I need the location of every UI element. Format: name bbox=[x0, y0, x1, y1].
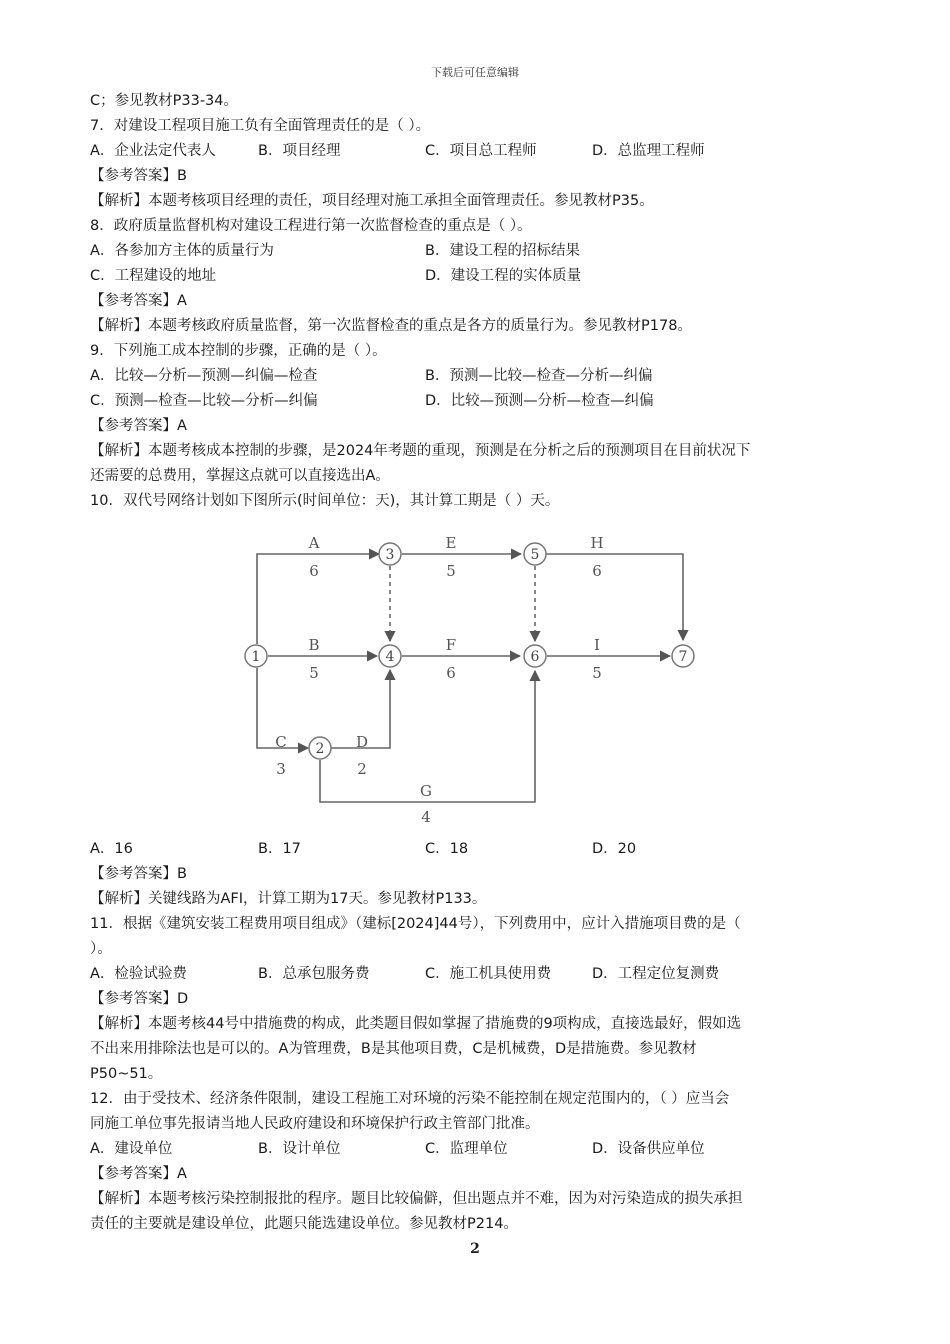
activity-e-duration: 5 bbox=[446, 562, 456, 580]
q11-option-a: A．检验试验费 bbox=[90, 966, 187, 982]
q11-option-b: B．总承包服务费 bbox=[258, 966, 370, 982]
q7-option-b: B．项目经理 bbox=[258, 143, 341, 159]
activity-h-duration: 6 bbox=[592, 562, 602, 580]
q7-option-d: D．总监理工程师 bbox=[592, 143, 705, 159]
answer-12: 【参考答案】A bbox=[90, 1166, 187, 1182]
q10-option-c: C．18 bbox=[425, 841, 469, 857]
activity-g-name: G bbox=[420, 782, 432, 800]
q12-option-c: C．监理单位 bbox=[425, 1141, 508, 1157]
node-6-label: 6 bbox=[530, 649, 540, 665]
activity-i-duration: 5 bbox=[592, 664, 602, 682]
activity-h-name: H bbox=[590, 534, 604, 552]
node-4-label: 4 bbox=[385, 649, 395, 665]
question-11-line1: 11．根据《建筑安装工程费用项目组成》（建标[2024]44号），下列费用中，应计入措施项目费的是（ bbox=[90, 916, 741, 932]
q10-option-b: B．17 bbox=[258, 841, 301, 857]
activity-b-name: B bbox=[308, 636, 320, 654]
question-12-line2: 同施工单位事先报请当地人民政府建设和环境保护行政主管部门批准。 bbox=[90, 1116, 540, 1132]
answer-9: 【参考答案】A bbox=[90, 418, 187, 434]
question-8: 8．政府质量监督机构对建设工程进行第一次监督检查的重点是（ ）。 bbox=[90, 218, 532, 234]
q12-option-a: A．建设单位 bbox=[90, 1141, 173, 1157]
activity-c-name: C bbox=[275, 733, 287, 751]
q8-option-a: A．各参加方主体的质量行为 bbox=[90, 243, 274, 259]
analysis-8: 【解析】本题考核政府质量监督，第一次监督检查的重点是各方的质量行为。参见教材P178。 bbox=[90, 318, 692, 334]
q9-option-a: A．比较—分析—预测—纠偏—检查 bbox=[90, 368, 318, 384]
analysis-12-line2: 责任的主要就是建设单位，此题只能选建设单位。参见教材P214。 bbox=[90, 1216, 518, 1232]
question-10: 10．双代号网络计划如下图所示(时间单位：天)，其计算工期是（ ）天。 bbox=[90, 493, 560, 509]
activity-d-name: D bbox=[355, 733, 369, 751]
activity-g-duration: 4 bbox=[421, 808, 431, 826]
analysis-9-line2: 还需要的总费用，掌握这点就可以直接选出A。 bbox=[90, 468, 390, 484]
activity-i-name: I bbox=[594, 636, 600, 654]
node-5-label: 5 bbox=[530, 547, 540, 563]
page-number: 2 bbox=[470, 1241, 480, 1257]
q12-option-b: B．设计单位 bbox=[258, 1141, 341, 1157]
question-12-line1: 12．由于受技术、经济条件限制，建设工程施工对环境的污染不能控制在规定范围内的，（ ）应当会 bbox=[90, 1091, 730, 1107]
q9-option-d: D．比较—预测—分析—检查—纠偏 bbox=[425, 393, 654, 409]
analysis-11-line2: 不出来用排除法也是可以的。A为管理费，B是其他项目费，C是机械费，D是措施费。参见教材 bbox=[90, 1041, 697, 1057]
q8-option-c: C．工程建设的地址 bbox=[90, 268, 217, 284]
network-diagram bbox=[230, 525, 710, 830]
node-1-label: 1 bbox=[251, 649, 261, 665]
q12-option-d: D．设备供应单位 bbox=[592, 1141, 705, 1157]
activity-d-duration: 2 bbox=[357, 760, 367, 778]
arrow-h bbox=[546, 554, 683, 640]
analysis-12-line1: 【解析】本题考核污染控制报批的程序。题目比较偏僻，但出题点并不难，因为对污染造成的损失承担 bbox=[90, 1191, 743, 1207]
q10-option-a: A．16 bbox=[90, 841, 133, 857]
activity-f-name: F bbox=[445, 636, 457, 654]
q7-option-a: A．企业法定代表人 bbox=[90, 143, 216, 159]
q8-option-b: B．建设工程的招标结果 bbox=[425, 243, 580, 259]
text-line: C；参见教材P33-34。 bbox=[90, 93, 239, 109]
node-2-label: 2 bbox=[315, 741, 325, 757]
activity-f-duration: 6 bbox=[446, 664, 456, 682]
activity-a-name: A bbox=[308, 534, 320, 552]
q11-option-c: C．施工机具使用费 bbox=[425, 966, 552, 982]
activity-c-duration: 3 bbox=[276, 760, 286, 778]
question-7: 7．对建设工程项目施工负有全面管理责任的是（ ）。 bbox=[90, 118, 431, 134]
q7-option-c: C．项目总工程师 bbox=[425, 143, 537, 159]
analysis-11-line3: P50~51。 bbox=[90, 1066, 163, 1082]
analysis-9-line1: 【解析】本题考核成本控制的步骤，是2024年考题的重现，预测是在分析之后的预测项目在目前状况下 bbox=[90, 443, 751, 459]
q9-option-c: C．预测—检查—比较—分析—纠偏 bbox=[90, 393, 318, 409]
node-3-label: 3 bbox=[385, 547, 395, 563]
q9-option-b: B．预测—比较—检查—分析—纠偏 bbox=[425, 368, 653, 384]
activity-b-duration: 5 bbox=[309, 664, 319, 682]
q8-option-d: D．建设工程的实体质量 bbox=[425, 268, 582, 284]
question-9: 9．下列施工成本控制的步骤，正确的是（ ）。 bbox=[90, 343, 387, 359]
page-header: 下载后可任意编辑 bbox=[431, 66, 519, 79]
q11-option-d: D．工程定位复测费 bbox=[592, 966, 720, 982]
question-11-line2: ）。 bbox=[90, 941, 112, 957]
q10-option-d: D．20 bbox=[592, 841, 637, 857]
analysis-7: 【解析】本题考核项目经理的责任，项目经理对施工承担全面管理责任。参见教材P35。 bbox=[90, 193, 654, 209]
answer-11: 【参考答案】D bbox=[90, 991, 189, 1007]
node-7-label: 7 bbox=[678, 649, 688, 665]
activity-e-name: E bbox=[445, 534, 457, 552]
activity-a-duration: 6 bbox=[309, 562, 319, 580]
analysis-11-line1: 【解析】本题考核44号中措施费的构成，此类题目假如掌握了措施费的9项构成，直接选最好，假如选 bbox=[90, 1016, 742, 1032]
answer-8: 【参考答案】A bbox=[90, 293, 187, 309]
answer-7: 【参考答案】B bbox=[90, 168, 187, 184]
answer-10: 【参考答案】B bbox=[90, 866, 187, 882]
analysis-10: 【解析】关键线路为AFI，计算工期为17天。参见教材P133。 bbox=[90, 891, 487, 907]
